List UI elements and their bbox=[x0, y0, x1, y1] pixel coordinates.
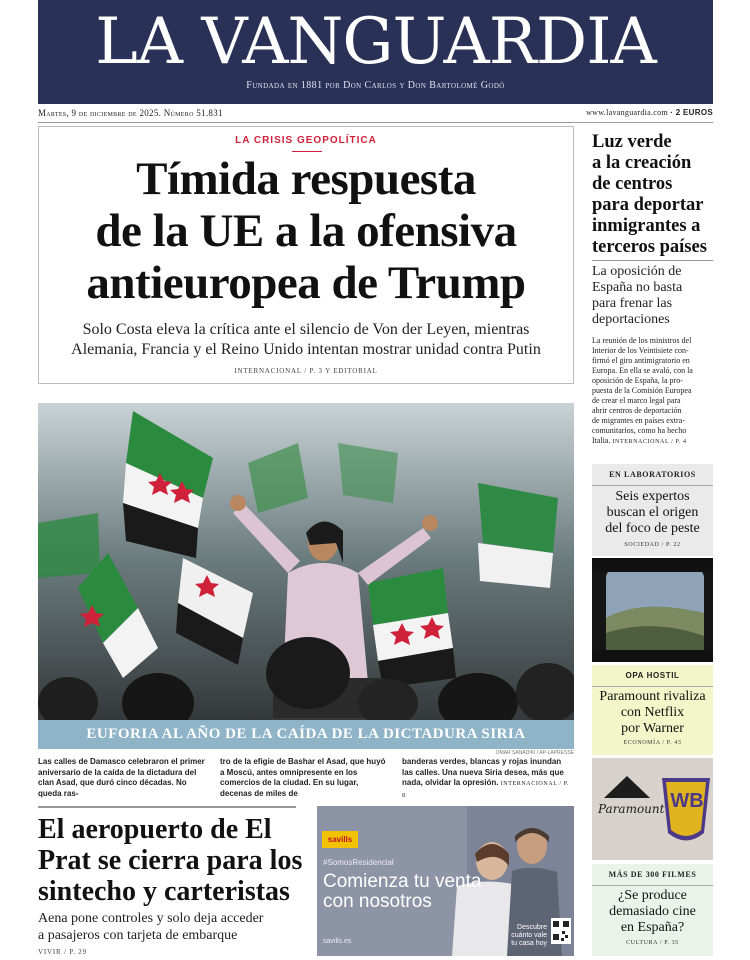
body-line: de crear el marco legal para bbox=[592, 396, 681, 405]
landscape-photo[interactable] bbox=[592, 558, 713, 662]
headline-line: inmigrantes a bbox=[592, 216, 701, 236]
ad-cta bbox=[485, 924, 547, 948]
opa-page-ref[interactable]: ECONOMÍA / P. 43 bbox=[623, 740, 682, 746]
cta-line: Descubre bbox=[517, 924, 547, 931]
subhead-line: Alemania, Francia y el Reino Unido intentan mostrar unidad contra Putin bbox=[71, 341, 541, 358]
photo-text-col-2: tro de la efigie de Bashar el Asad, que huyó a Moscú, antes omnipresente en los comercios de la ciudad. En su lugar, decenas de miles de bbox=[220, 757, 386, 798]
slogan-line: con nosotros bbox=[323, 891, 432, 912]
airport-page-ref[interactable]: VIVIR / P. 29 bbox=[38, 948, 87, 956]
box-line: Seis expertos bbox=[615, 489, 690, 504]
body-line: firmó el giro antimigratorio en bbox=[592, 356, 690, 365]
box-line: con Netflix bbox=[620, 705, 685, 720]
body-line bbox=[592, 436, 713, 447]
body-last: Italia. bbox=[592, 436, 611, 445]
lab-box[interactable] bbox=[592, 464, 713, 556]
landscape-illustration bbox=[592, 558, 713, 662]
lab-page-ref[interactable]: SOCIEDAD / P. 22 bbox=[624, 542, 681, 548]
kicker-underline bbox=[292, 151, 322, 152]
box-line: buscan el origen bbox=[606, 505, 699, 520]
headline-line: de la UE a la ofensiva bbox=[95, 205, 517, 257]
photo-page-ref[interactable]: INTERNACIONAL / P. 8 bbox=[402, 781, 570, 799]
opa-text bbox=[594, 689, 711, 737]
lead-subhead bbox=[39, 320, 573, 360]
opa-label: OPA HOSTIL bbox=[625, 671, 680, 680]
lead-story[interactable] bbox=[38, 126, 574, 384]
wb-logo: WB bbox=[670, 790, 704, 812]
films-page-ref[interactable]: CULTURA / P. 35 bbox=[626, 940, 679, 946]
airport-headline[interactable] bbox=[38, 814, 308, 907]
headline-line: sintecho y carteristas bbox=[38, 876, 290, 907]
subhead-line: a pasajeros con tarjeta de embarque bbox=[38, 928, 238, 943]
films-text bbox=[594, 888, 711, 936]
box-line: del foco de peste bbox=[605, 521, 700, 536]
box-line: ¿Se produce bbox=[618, 888, 687, 903]
divider bbox=[592, 485, 713, 486]
body-line: abrir centros de deportación bbox=[592, 406, 682, 415]
divider bbox=[592, 686, 713, 687]
deportation-body bbox=[592, 336, 713, 447]
subhead-line: Solo Costa eleva la crítica ante el silencio de Von der Leyen, mientras bbox=[82, 321, 530, 338]
divider bbox=[592, 260, 713, 261]
body-line: puesta de la Comisión Europea bbox=[592, 386, 692, 395]
box-line: demasiado cine bbox=[609, 904, 696, 919]
headline-line: a la creación bbox=[592, 153, 692, 173]
films-label: MÁS DE 300 FILMES bbox=[608, 870, 697, 879]
headline-line: antieuropea de Trump bbox=[86, 257, 526, 309]
slogan-line: Comienza tu venta bbox=[323, 871, 482, 892]
headline-line: de centros bbox=[592, 174, 673, 194]
body-line: de migrantes en países extra- bbox=[592, 416, 685, 425]
price: · 2 EUROS bbox=[670, 108, 713, 117]
col3-text: banderas verdes, blancas y rojas inundan las calles. Una nueva Siria desea, más que nada, olvidar la opresión. bbox=[402, 757, 564, 787]
body-line: Europa. En ella se avaló, con la bbox=[592, 366, 693, 375]
photo-text-col-3 bbox=[402, 757, 572, 801]
syria-photo[interactable] bbox=[38, 403, 574, 749]
deportation-page-ref[interactable]: INTERNACIONAL / P. 4 bbox=[612, 439, 687, 445]
paramount-logo: Paramount bbox=[598, 802, 665, 816]
lab-label: EN LABORATORIOS bbox=[609, 470, 696, 479]
ad-url[interactable]: savills.es bbox=[323, 938, 352, 945]
deportation-subhead bbox=[592, 264, 712, 328]
box-line: Paramount rivaliza bbox=[599, 689, 706, 704]
photo-text-col-1: Las calles de Damasco celebraron el primer aniversario de la caída de la dictadura del clan Asad, que duró cinco décadas. No queda ras- bbox=[38, 757, 205, 798]
ad-hashtag: #SomosResidencial bbox=[323, 858, 394, 867]
divider bbox=[38, 122, 713, 123]
body-line: oposición de España, la pro- bbox=[592, 376, 683, 385]
headline-line: Luz verde bbox=[592, 132, 672, 152]
qr-code-icon[interactable] bbox=[551, 918, 571, 944]
airport-subhead bbox=[38, 910, 308, 944]
photo-illustration bbox=[38, 403, 574, 749]
photo-caption: EUFORIA AL AÑO DE LA CAÍDA DE LA DICTADURA SIRIA bbox=[38, 720, 574, 749]
lead-page-ref[interactable]: INTERNACIONAL / P. 3 Y EDITORIAL bbox=[234, 367, 378, 375]
newspaper-logo: LA VANGUARDIA bbox=[95, 5, 656, 79]
masthead bbox=[38, 0, 713, 104]
body-line: Interior de los Veintisiete con- bbox=[592, 346, 689, 355]
lead-headline[interactable] bbox=[39, 153, 573, 309]
savills-ad[interactable] bbox=[317, 806, 574, 956]
divider bbox=[592, 885, 713, 886]
cta-line: tu casa hoy bbox=[511, 940, 547, 947]
body-line: La reunión de los ministros del bbox=[592, 336, 692, 345]
photo-credit: OMAR SANADIKI / AP-LAPRESSE bbox=[495, 750, 574, 756]
headline-line: para deportar bbox=[592, 195, 704, 215]
date-issue: Martes, 9 de diciembre de 2025. Número 51.831 bbox=[38, 108, 223, 118]
subhead-line: Aena pone controles y solo deja acceder bbox=[38, 911, 264, 926]
savills-logo: savills bbox=[322, 831, 358, 848]
dateline bbox=[38, 108, 713, 122]
headline-line: Prat se cierra para los bbox=[38, 845, 303, 876]
site-url[interactable]: www.lavanguardia.com bbox=[586, 108, 668, 117]
qr-pattern bbox=[551, 918, 571, 944]
lead-kicker: LA CRISIS GEOPOLÍTICA bbox=[235, 135, 377, 146]
opa-box[interactable] bbox=[592, 665, 713, 755]
deportation-headline[interactable] bbox=[592, 132, 717, 258]
studios-photo[interactable] bbox=[592, 758, 713, 860]
founded-line: Fundada en 1881 por Don Carlos y Don Bartolomé Godó bbox=[246, 80, 505, 91]
lab-text bbox=[594, 489, 711, 537]
subhead-line: deportaciones bbox=[592, 312, 670, 327]
ad-slogan bbox=[323, 872, 523, 912]
site-price bbox=[586, 108, 713, 117]
subhead-line: para frenar las bbox=[592, 296, 673, 311]
headline-line: terceros países bbox=[592, 237, 707, 257]
box-line: por Warner bbox=[621, 721, 684, 736]
body-line: comunitarios, como ha hecho bbox=[592, 426, 687, 435]
box-line: en España? bbox=[620, 920, 685, 935]
films-box[interactable] bbox=[592, 864, 713, 956]
subhead-line: España no basta bbox=[592, 280, 683, 295]
headline-line: Tímida respuesta bbox=[136, 153, 476, 205]
headline-line: El aeropuerto de El bbox=[38, 814, 272, 845]
divider bbox=[38, 806, 296, 808]
cta-line: cuánto vale bbox=[511, 932, 547, 939]
subhead-line: La oposición de bbox=[592, 264, 682, 279]
